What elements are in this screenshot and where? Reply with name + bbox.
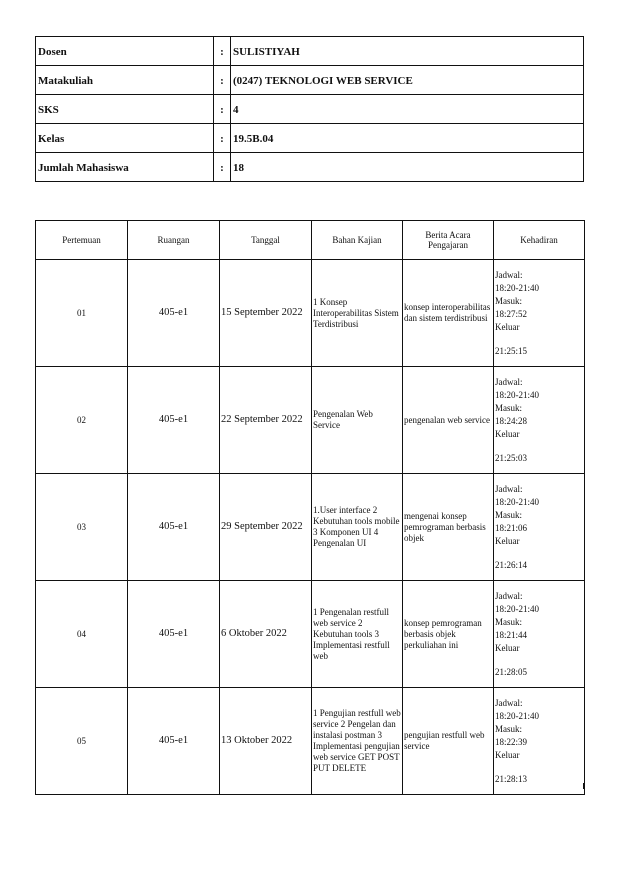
table-continuation bbox=[35, 783, 584, 789]
cell-bahan-kajian: 1 Pengujian restfull web service 2 Pengelan dan instalasi postman 3 Implementasi pengujian web service GET POST PUT DELETE bbox=[312, 688, 403, 795]
keluar-time: 21:28:05 bbox=[495, 666, 528, 677]
cell-pertemuan: 03 bbox=[36, 474, 128, 581]
schedule-header-row bbox=[36, 221, 585, 260]
cell-bahan-kajian: Pengenalan Web Service bbox=[312, 367, 403, 474]
schedule-table bbox=[35, 220, 585, 795]
cell-berita-acara: konsep interoperabilitas dan sistem terdistribusi bbox=[403, 260, 494, 367]
header-kehadiran: Kehadiran bbox=[494, 221, 585, 260]
keluar-time: 21:25:03 bbox=[495, 452, 528, 463]
info-colon: : bbox=[214, 124, 231, 153]
cell-tanggal: 15 September 2022 bbox=[220, 260, 312, 367]
jadwal-time: 18:20-21:40 bbox=[495, 496, 539, 507]
header-berita-acara: Berita Acara Pengajaran bbox=[403, 221, 494, 260]
header-ruangan: Ruangan bbox=[128, 221, 220, 260]
keluar-label: Keluar bbox=[495, 321, 520, 332]
table-row bbox=[36, 581, 585, 688]
cell-ruangan: 405-e1 bbox=[128, 581, 220, 688]
table-row bbox=[36, 260, 585, 367]
info-row bbox=[36, 95, 584, 124]
jadwal-time: 18:20-21:40 bbox=[495, 389, 539, 400]
info-row bbox=[36, 66, 584, 95]
info-value: (0247) TEKNOLOGI WEB SERVICE bbox=[231, 66, 584, 95]
cell-ruangan: 405-e1 bbox=[128, 688, 220, 795]
cell-bahan-kajian: 1 Pengenalan restfull web service 2 Kebutuhan tools 3 Implementasi restfull web bbox=[312, 581, 403, 688]
header-tanggal: Tanggal bbox=[220, 221, 312, 260]
keluar-label: Keluar bbox=[495, 428, 520, 439]
cell-berita-acara: pengenalan web service bbox=[403, 367, 494, 474]
info-label: Matakuliah bbox=[36, 66, 214, 95]
masuk-label: Masuk: bbox=[495, 509, 522, 520]
cell-ruangan: 405-e1 bbox=[128, 367, 220, 474]
info-label: Kelas bbox=[36, 124, 214, 153]
info-value: 18 bbox=[231, 153, 584, 182]
cell-ruangan: 405-e1 bbox=[128, 474, 220, 581]
masuk-time: 18:22:39 bbox=[495, 736, 528, 747]
cell-kehadiran bbox=[494, 260, 585, 367]
masuk-time: 18:21:06 bbox=[495, 522, 528, 533]
keluar-label: Keluar bbox=[495, 535, 520, 546]
cell-tanggal: 13 Oktober 2022 bbox=[220, 688, 312, 795]
info-value: 19.5B.04 bbox=[231, 124, 584, 153]
cell-tanggal: 29 September 2022 bbox=[220, 474, 312, 581]
info-colon: : bbox=[214, 153, 231, 182]
keluar-time: 21:26:14 bbox=[495, 559, 528, 570]
info-value: 4 bbox=[231, 95, 584, 124]
table-row bbox=[36, 688, 585, 795]
info-label: Jumlah Mahasiswa bbox=[36, 153, 214, 182]
masuk-label: Masuk: bbox=[495, 295, 522, 306]
info-row bbox=[36, 37, 584, 66]
masuk-time: 18:24:28 bbox=[495, 415, 528, 426]
jadwal-label: Jadwal: bbox=[495, 269, 523, 280]
keluar-time: 21:25:15 bbox=[495, 345, 528, 356]
masuk-label: Masuk: bbox=[495, 616, 522, 627]
masuk-time: 18:27:52 bbox=[495, 308, 528, 319]
masuk-label: Masuk: bbox=[495, 723, 522, 734]
masuk-time: 18:21:44 bbox=[495, 629, 528, 640]
cell-berita-acara: konsep pemrograman berbasis objek perkuliahan ini bbox=[403, 581, 494, 688]
cell-tanggal: 22 September 2022 bbox=[220, 367, 312, 474]
info-colon: : bbox=[214, 37, 231, 66]
cell-kehadiran bbox=[494, 367, 585, 474]
info-label: Dosen bbox=[36, 37, 214, 66]
cell-kehadiran bbox=[494, 581, 585, 688]
jadwal-label: Jadwal: bbox=[495, 483, 523, 494]
cell-kehadiran bbox=[494, 688, 585, 795]
info-row bbox=[36, 153, 584, 182]
cell-berita-acara: mengenai konsep pemrograman berbasis objek bbox=[403, 474, 494, 581]
cell-bahan-kajian: 1 Konsep Interoperabilitas Sistem Terdistribusi bbox=[312, 260, 403, 367]
masuk-label: Masuk: bbox=[495, 402, 522, 413]
header-bahan-kajian: Bahan Kajian bbox=[312, 221, 403, 260]
table-row bbox=[36, 474, 585, 581]
jadwal-label: Jadwal: bbox=[495, 697, 523, 708]
info-row bbox=[36, 124, 584, 153]
info-colon: : bbox=[214, 95, 231, 124]
jadwal-time: 18:20-21:40 bbox=[495, 603, 539, 614]
cell-berita-acara: pengujian restfull web service bbox=[403, 688, 494, 795]
table-row bbox=[36, 367, 585, 474]
cell-pertemuan: 05 bbox=[36, 688, 128, 795]
cell-bahan-kajian: 1.User interface 2 Kebutuhan tools mobile 3 Komponen UI 4 Pengenalan UI bbox=[312, 474, 403, 581]
cell-ruangan: 405-e1 bbox=[128, 260, 220, 367]
jadwal-time: 18:20-21:40 bbox=[495, 710, 539, 721]
cell-pertemuan: 04 bbox=[36, 581, 128, 688]
info-colon: : bbox=[214, 66, 231, 95]
cell-pertemuan: 02 bbox=[36, 367, 128, 474]
header-pertemuan: Pertemuan bbox=[36, 221, 128, 260]
keluar-label: Keluar bbox=[495, 642, 520, 653]
jadwal-label: Jadwal: bbox=[495, 376, 523, 387]
cell-tanggal: 6 Oktober 2022 bbox=[220, 581, 312, 688]
info-label: SKS bbox=[36, 95, 214, 124]
keluar-label: Keluar bbox=[495, 749, 520, 760]
jadwal-label: Jadwal: bbox=[495, 590, 523, 601]
course-info-table bbox=[35, 36, 584, 182]
jadwal-time: 18:20-21:40 bbox=[495, 282, 539, 293]
keluar-time: 21:28:13 bbox=[495, 773, 528, 784]
info-value: SULISTIYAH bbox=[231, 37, 584, 66]
cell-kehadiran bbox=[494, 474, 585, 581]
cell-pertemuan: 01 bbox=[36, 260, 128, 367]
